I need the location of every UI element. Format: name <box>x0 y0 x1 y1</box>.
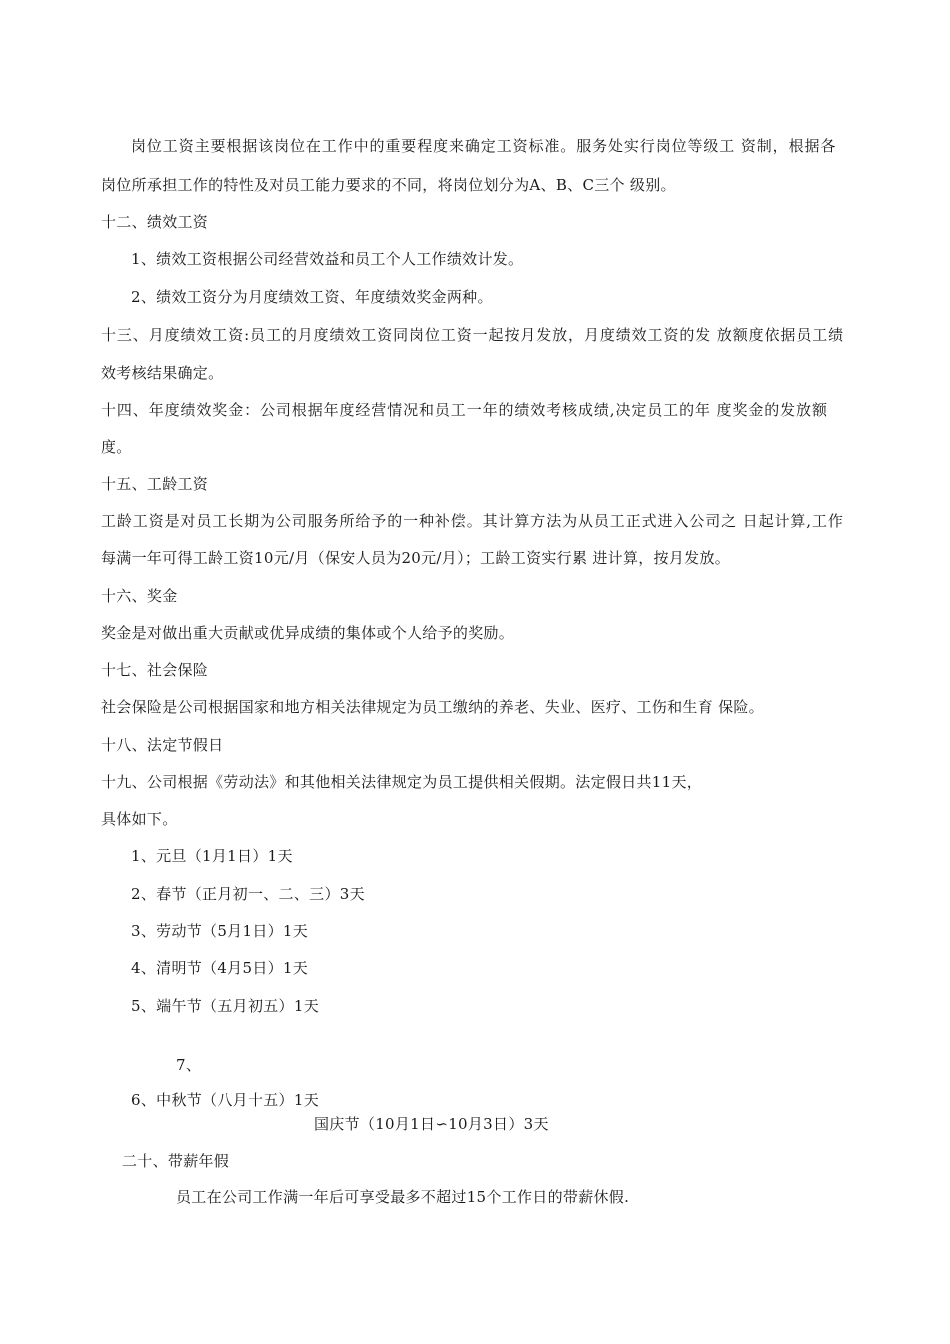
section-20-heading: 二十、带薪年假 <box>122 1152 230 1170</box>
section-14-line-2: 度。 <box>101 438 132 456</box>
section-19-line-2: 具体如下。 <box>101 810 178 828</box>
section-17-line-1: 社会保险是公司根据国家和地方相关法律规定为员工缴纳的养老、失业、医疗、工伤和生育 保险。 <box>101 698 764 716</box>
section-12-heading: 十二、绩效工资 <box>101 213 209 231</box>
holiday-list-item: 1、元旦（1月1日）1天 <box>131 847 293 865</box>
holiday-item-7-number: 7、 <box>176 1056 202 1074</box>
section-16-heading: 十六、奖金 <box>101 587 178 605</box>
section-20-line-1: 员工在公司工作满一年后可享受最多不超过15个工作日的带薪休假. <box>176 1188 630 1206</box>
section-16-line-1: 奖金是对做出重大贡献或优异成绩的集体或个人给予的奖励。 <box>101 624 515 642</box>
holiday-item-6: 6、中秋节（八月十五）1天 <box>131 1091 319 1109</box>
holiday-list-item: 2、春节（正月初一、二、三）3天 <box>131 885 365 903</box>
section-19-line-1: 十九、公司根据《劳动法》和其他相关法律规定为员工提供相关假期。法定假日共11天， <box>101 773 703 791</box>
holiday-list-item: 4、清明节（4月5日）1天 <box>131 959 309 977</box>
intro-line-1: 岗位工资主要根据该岗位在工作中的重要程度来确定工资标准。服务处实行岗位等级工 资制，根据各 <box>131 137 837 155</box>
section-13-line-1: 十三、月度绩效工资:员工的月度绩效工资同岗位工资一起按月发放，月度绩效工资的发 放额度依据员工绩 <box>101 326 845 344</box>
section-13-line-2: 效考核结果确定。 <box>101 364 224 382</box>
section-15-heading: 十五、工龄工资 <box>101 475 209 493</box>
intro-line-2: 岗位所承担工作的特性及对员工能力要求的不同，将岗位划分为A、B、C三个 级别。 <box>101 176 676 194</box>
section-18-heading: 十八、法定节假日 <box>101 736 224 754</box>
holiday-list-item: 3、劳动节（5月1日）1天 <box>131 922 309 940</box>
section-12-item-1: 1、绩效工资根据公司经营效益和员工个人工作绩效计发。 <box>131 250 524 268</box>
section-15-line-1: 工龄工资是对员工长期为公司服务所给予的一种补偿。其计算方法为从员工正式进入公司之 日起计算,工作 <box>101 512 844 530</box>
section-14-line-1: 十四、年度绩效奖金：公司根据年度经营情况和员工一年的绩效考核成绩,决定员工的年 度奖金的发放额 <box>101 401 828 419</box>
section-15-line-2: 每满一年可得工龄工资10元/月（保安人员为20元/月）；工龄工资实行累 进计算，按月发放。 <box>101 549 731 567</box>
holiday-list-item: 5、端午节（五月初五）1天 <box>131 997 319 1015</box>
section-17-heading: 十七、社会保险 <box>101 661 209 679</box>
section-12-item-2: 2、绩效工资分为月度绩效工资、年度绩效奖金两种。 <box>131 288 493 306</box>
holiday-item-7-text: 国庆节（10月1日∽10月3日）3天 <box>314 1115 549 1133</box>
